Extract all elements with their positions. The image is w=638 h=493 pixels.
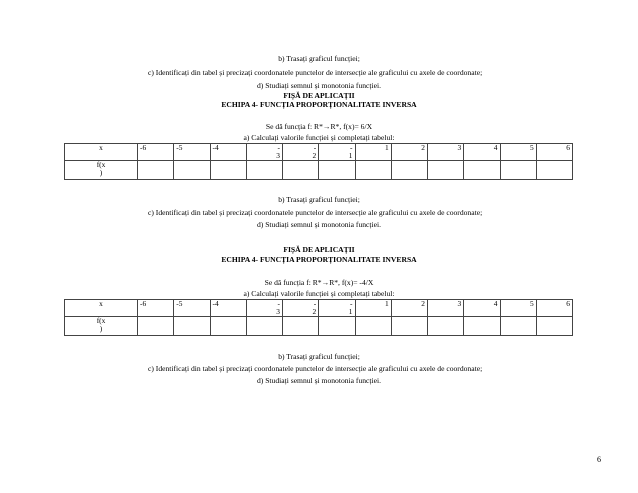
table-row-fx: [65, 317, 573, 336]
fx-cell: [391, 161, 427, 180]
x-cell: -4: [210, 144, 246, 161]
fx-cell: [536, 317, 572, 336]
fx-cell: [355, 161, 391, 180]
sheet2-title: FIȘĂ DE APLICAȚII: [283, 245, 355, 254]
sheet1-task-b: b) Trasați graficul funcției;: [278, 195, 360, 204]
x-cell: 4: [464, 144, 500, 161]
fx-cell: [283, 161, 319, 180]
task-c-top: c) Identificați din tabel și precizați coordonatele punctelor de intersecție ale graficului cu axele de coordonate;: [148, 68, 483, 77]
fx-cell: [500, 317, 536, 336]
fx-cell: [428, 317, 464, 336]
fx-cell: [500, 161, 536, 180]
x-cell: -5: [174, 144, 210, 161]
task-b-top: b) Trasați graficul funcției;: [278, 54, 360, 63]
fx-cell: [428, 161, 464, 180]
fx-cell: [138, 317, 174, 336]
sheet1-value-table: [64, 143, 573, 180]
x-cell: 1: [355, 144, 391, 161]
x-cell: -6: [138, 144, 174, 161]
x-cell: 3: [428, 144, 464, 161]
x-cell: 2: [391, 144, 427, 161]
page-number: 6: [597, 455, 601, 464]
sheet1-function: Se dă funcția f: R*→R*, f(x)= 6/X: [265, 122, 373, 131]
x-cell: - 3: [246, 300, 282, 317]
table-row-fx: [65, 161, 573, 180]
fx-cell: [138, 161, 174, 180]
sheet2-subtitle: ECHIPA 4- FUNCȚIA PROPORȚIONALITATE INVERSA: [221, 255, 417, 264]
table-row-x: [65, 144, 573, 161]
x-cell: 6: [536, 300, 572, 317]
x-cell: - 2: [283, 144, 319, 161]
fx-cell: [464, 161, 500, 180]
fx-cell: [283, 317, 319, 336]
x-cell: 6: [536, 144, 572, 161]
fx-cell: [246, 161, 282, 180]
fx-header: f(x ): [65, 161, 138, 180]
x-cell: - 3: [246, 144, 282, 161]
table-row-x: [65, 300, 573, 317]
sheet1-task-a: a) Calculați valorile funcției și completați tabelul:: [243, 133, 395, 142]
fx-cell: [464, 317, 500, 336]
sheet2-task-d: d) Studiați semnul și monotonia funcției.: [256, 376, 382, 385]
sheet2-value-table: [64, 299, 573, 336]
sheet1-task-c: c) Identificați din tabel și precizați coordonatele punctelor de intersecție ale graficului cu axele de coordonate;: [148, 208, 483, 217]
sheet1-subtitle: ECHIPA 4- FUNCȚIA PROPORȚIONALITATE INVERSA: [221, 100, 417, 109]
fx-cell: [391, 317, 427, 336]
x-cell: 4: [464, 300, 500, 317]
sheet2-task-c: c) Identificați din tabel și precizați coordonatele punctelor de intersecție ale graficului cu axele de coordonate;: [148, 364, 483, 373]
x-header: x: [65, 144, 138, 161]
fx-cell: [174, 161, 210, 180]
fx-cell: [246, 317, 282, 336]
x-cell: -4: [210, 300, 246, 317]
x-cell: -5: [174, 300, 210, 317]
x-cell: - 1: [319, 300, 355, 317]
fx-header: f(x ): [65, 317, 138, 336]
fx-cell: [210, 161, 246, 180]
task-d-top: d) Studiați semnul și monotonia funcției.: [256, 81, 382, 90]
x-cell: 3: [428, 300, 464, 317]
fx-cell: [319, 161, 355, 180]
fx-cell: [210, 317, 246, 336]
sheet1-title: FIȘĂ DE APLICAȚII: [283, 91, 355, 100]
sheet2-task-b: b) Trasați graficul funcției;: [278, 352, 360, 361]
x-cell: 5: [500, 144, 536, 161]
sheet2-task-a: a) Calculați valorile funcției și completați tabelul:: [243, 289, 395, 298]
x-cell: - 2: [283, 300, 319, 317]
x-cell: 1: [355, 300, 391, 317]
x-cell: - 1: [319, 144, 355, 161]
fx-cell: [174, 317, 210, 336]
sheet1-task-d: d) Studiați semnul și monotonia funcției.: [256, 220, 382, 229]
fx-cell: [355, 317, 391, 336]
x-cell: 5: [500, 300, 536, 317]
fx-cell: [536, 161, 572, 180]
fx-cell: [319, 317, 355, 336]
x-cell: 2: [391, 300, 427, 317]
x-header: x: [65, 300, 138, 317]
sheet2-function: Se dă funcția f: R*→R*, f(x)= -4/X: [264, 278, 374, 287]
x-cell: -6: [138, 300, 174, 317]
